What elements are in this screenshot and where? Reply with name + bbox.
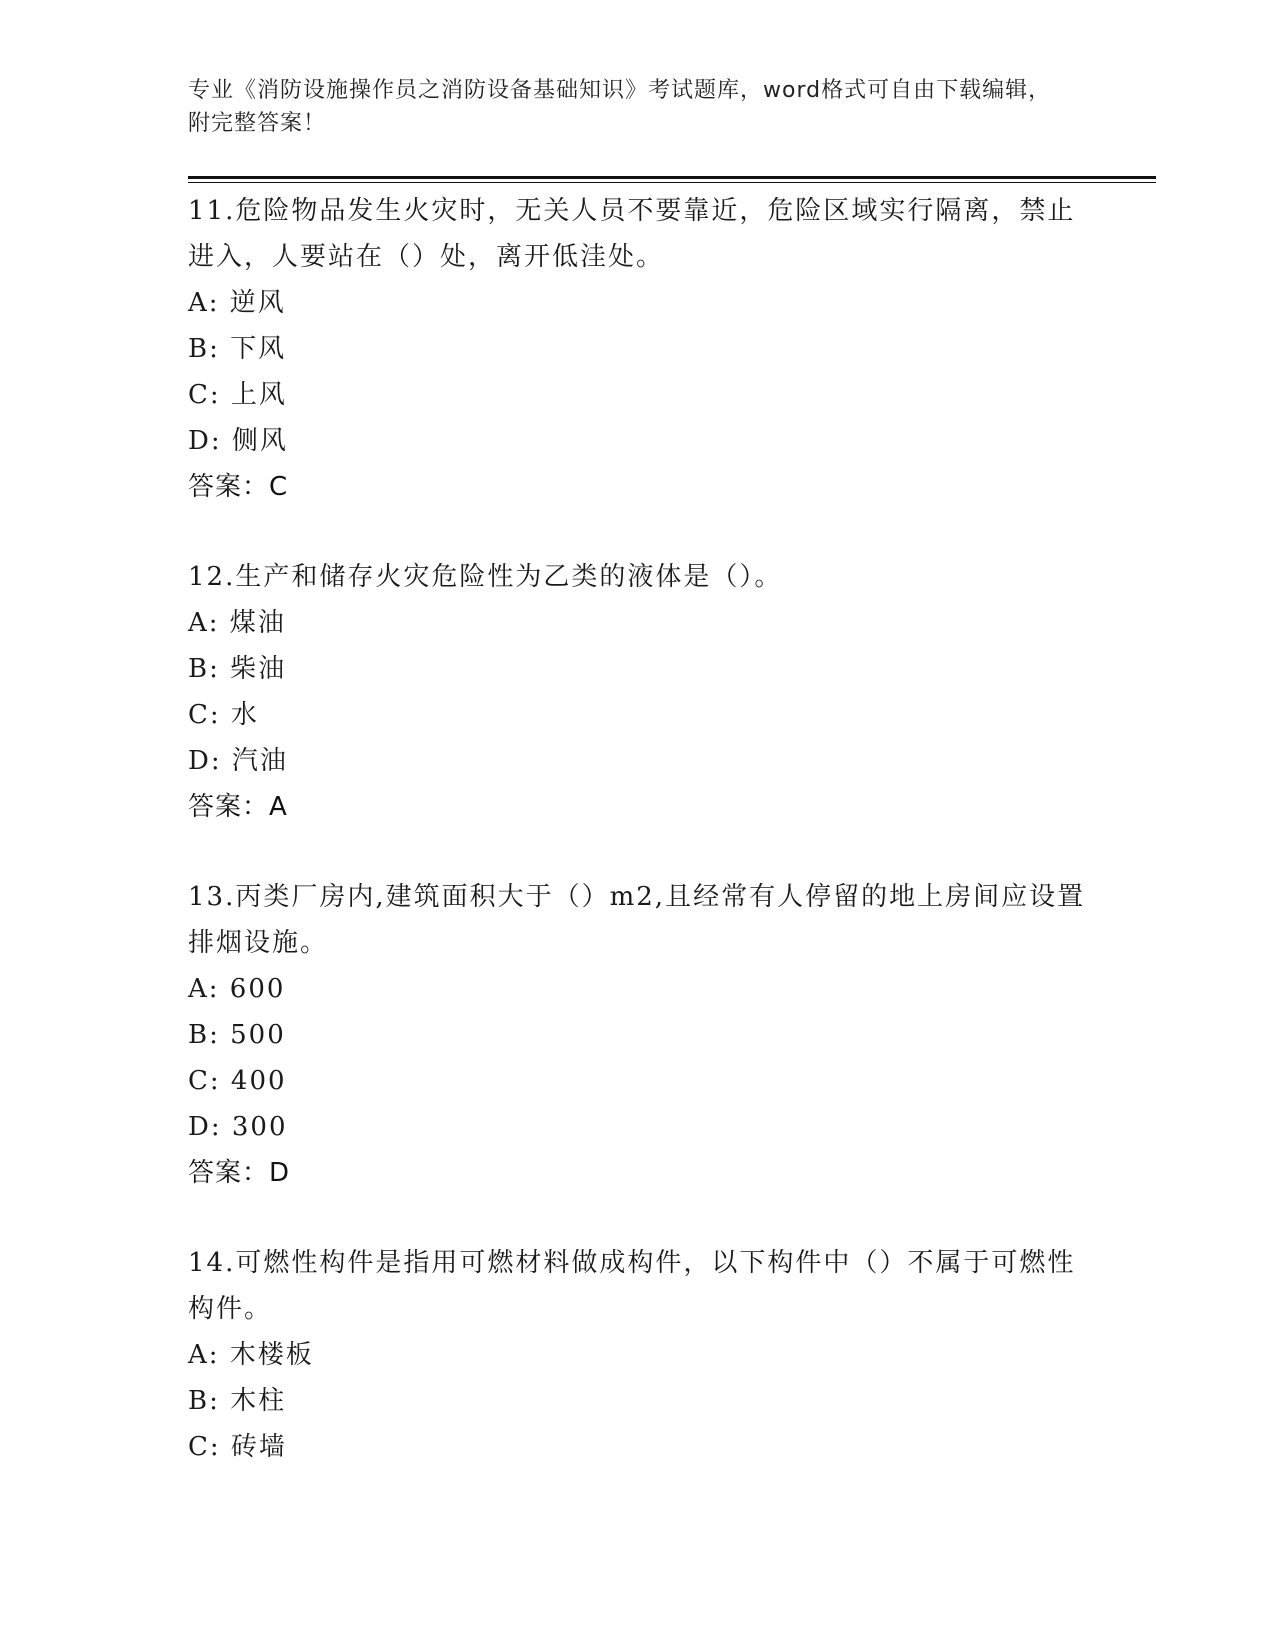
option-c: C: 上风 [188,380,287,410]
option-a: A: 逆风 [188,288,286,318]
option-b: B: 柴油 [188,654,287,684]
option-a: A: 煤油 [188,608,286,638]
question-stem: 11.危险物品发生火灾时，无关人员不要靠近，危险区域实行隔离，禁止进入，人要站在（）处，离开低洼处。 [188,196,1076,272]
question-11 [188,188,1088,510]
option-a: A: 木楼板 [188,1340,314,1370]
option-b: B: 500 [188,1020,286,1050]
question-stem: 14.可燃性构件是指用可燃材料做成构件，以下构件中（）不属于可燃性构件。 [188,1248,1076,1324]
header-rule-thick [188,176,1156,179]
question-13 [188,874,1088,1196]
option-c: C: 400 [188,1066,287,1096]
question-12 [188,554,1088,830]
question-stem: 12.生产和储存火灾危险性为乙类的液体是（）。 [188,562,783,592]
question-list [188,188,1088,1514]
document-header: 专业《消防设施操作员之消防设备基础知识》考试题库，word格式可自由下载编辑，附完整答案！ [188,78,1052,136]
answer-line: 答案：C [188,472,289,502]
option-a: A: 600 [188,974,286,1004]
option-b: B: 下风 [188,334,287,364]
answer-line: 答案：D [188,1158,291,1188]
option-d: D: 侧风 [188,426,288,456]
question-14 [188,1240,1088,1470]
option-c: C: 砖墙 [188,1432,287,1462]
header-rule-thin [188,182,1156,183]
question-stem: 13.丙类厂房内,建筑面积大于（）m2,且经常有人停留的地上房间应设置排烟设施。 [188,882,1086,958]
option-c: C: 水 [188,700,259,730]
option-d: D: 300 [188,1112,288,1142]
answer-line: 答案：A [188,792,288,822]
option-b: B: 木柱 [188,1386,287,1416]
option-d: D: 汽油 [188,746,288,776]
